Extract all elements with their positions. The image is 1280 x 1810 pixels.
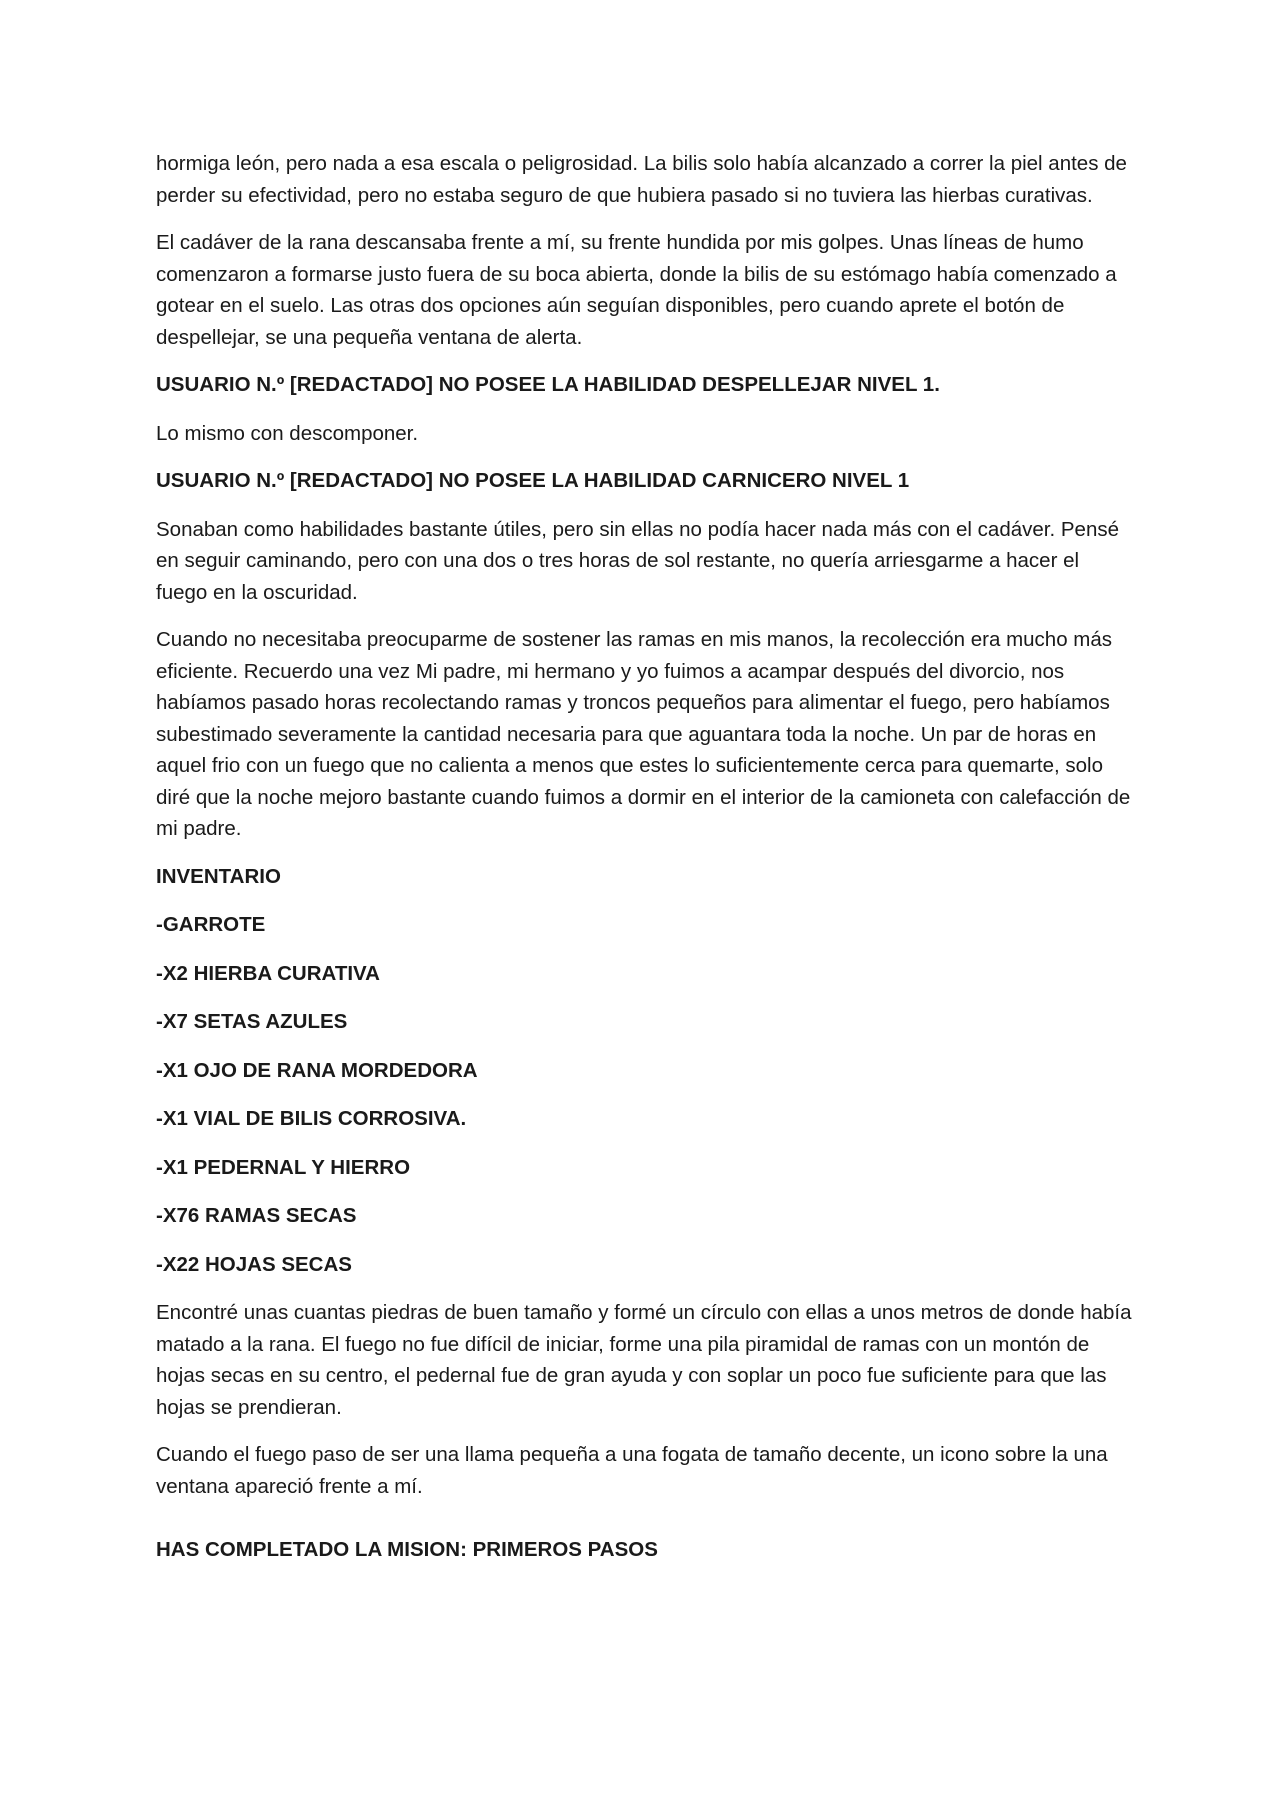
inventory-item: -X1 VIAL DE BILIS CORROSIVA. [156,1107,467,1130]
document-page [156,148,1132,1583]
paragraph-recoleccion: Cuando no necesitaba preocuparme de sostener las ramas en mis manos, la recolección era mucho más eficiente. Recuerdo una vez Mi padre, mi hermano y yo fuimos a acampar después del divorcio, nos habíamos pasado horas recolectando ramas y troncos pequeños para alimentar el fuego, pero habíamos subestimado severamente la cantidad necesaria para que aguantara toda la noche. Un par de horas en aquel frio con un fuego que no calienta a menos que estes lo suficientemente cerca para quemarte, solo diré que la noche mejoro bastante cuando fuimos a dormir en el interior de la camioneta con calefacción de mi padre. [156,628,1131,840]
paragraph-descomponer: Lo mismo con descomponer. [156,421,419,445]
inventory-item: -X2 HIERBA CURATIVA [156,961,380,985]
inventory-item: -X1 PEDERNAL Y HIERRO [156,1155,411,1179]
paragraph-cadaver: El cadáver de la rana descansaba frente a mí, su frente hundida por mis golpes. Unas líneas de humo comenzaron a formarse justo fuera de su boca abierta, donde la bilis de su estómago había comenzado a gotear en el suelo. Las otras dos opciones aún seguían disponibles, pero cuando aprete el botón de despellejar, se una pequeña ventana de alerta. [156,231,1117,349]
paragraph-habilidades: Sonaban como habilidades bastante útiles, pero sin ellas no podía hacer nada más con el cadáver. Pensé en seguir caminando, pero con una dos o tres horas de sol restante, no quería arriesgarme a hacer el fuego en la oscuridad. [156,517,1119,604]
inventory-heading: INVENTARIO [156,864,281,888]
inventory-item: -X76 RAMAS SECAS [156,1204,357,1227]
paragraph-bilis: hormiga león, pero nada a esa escala o peligrosidad. La bilis solo había alcanzado a correr la piel antes de perder su efectividad, pero no estaba seguro de que hubiera pasado si no tuviera las hierbas curativas. [156,152,1127,207]
paragraph-fogata: Encontré unas cuantas piedras de buen tamaño y formé un círculo con ellas a unos metros de donde había matado a la rana. El fuego no fue difícil de iniciar, forme una pila piramidal de ramas con un montón de hojas secas en su centro, el pedernal fue de gran ayuda y con soplar un poco fue suficiente para que las hojas se prendieran. [156,1301,1132,1419]
inventory-item: -X7 SETAS AZULES [156,1010,348,1033]
paragraph-icono: Cuando el fuego paso de ser una llama pequeña a una fogata de tamaño decente, un icono sobre la una ventana apareció frente a mí. [156,1443,1108,1498]
inventory-item: -GARROTE [156,913,266,936]
system-message-despellejar: USUARIO N.º [REDACTADO] NO POSEE LA HABILIDAD DESPELLEJAR NIVEL 1. [156,373,940,396]
inventory-item: -X22 HOJAS SECAS [156,1252,352,1276]
inventory-item: -X1 OJO DE RANA MORDEDORA [156,1058,478,1082]
mission-complete-message: HAS COMPLETADO LA MISION: PRIMEROS PASOS [156,1538,658,1561]
system-message-carnicero: USUARIO N.º [REDACTADO] NO POSEE LA HABILIDAD CARNICERO NIVEL 1 [156,469,910,492]
